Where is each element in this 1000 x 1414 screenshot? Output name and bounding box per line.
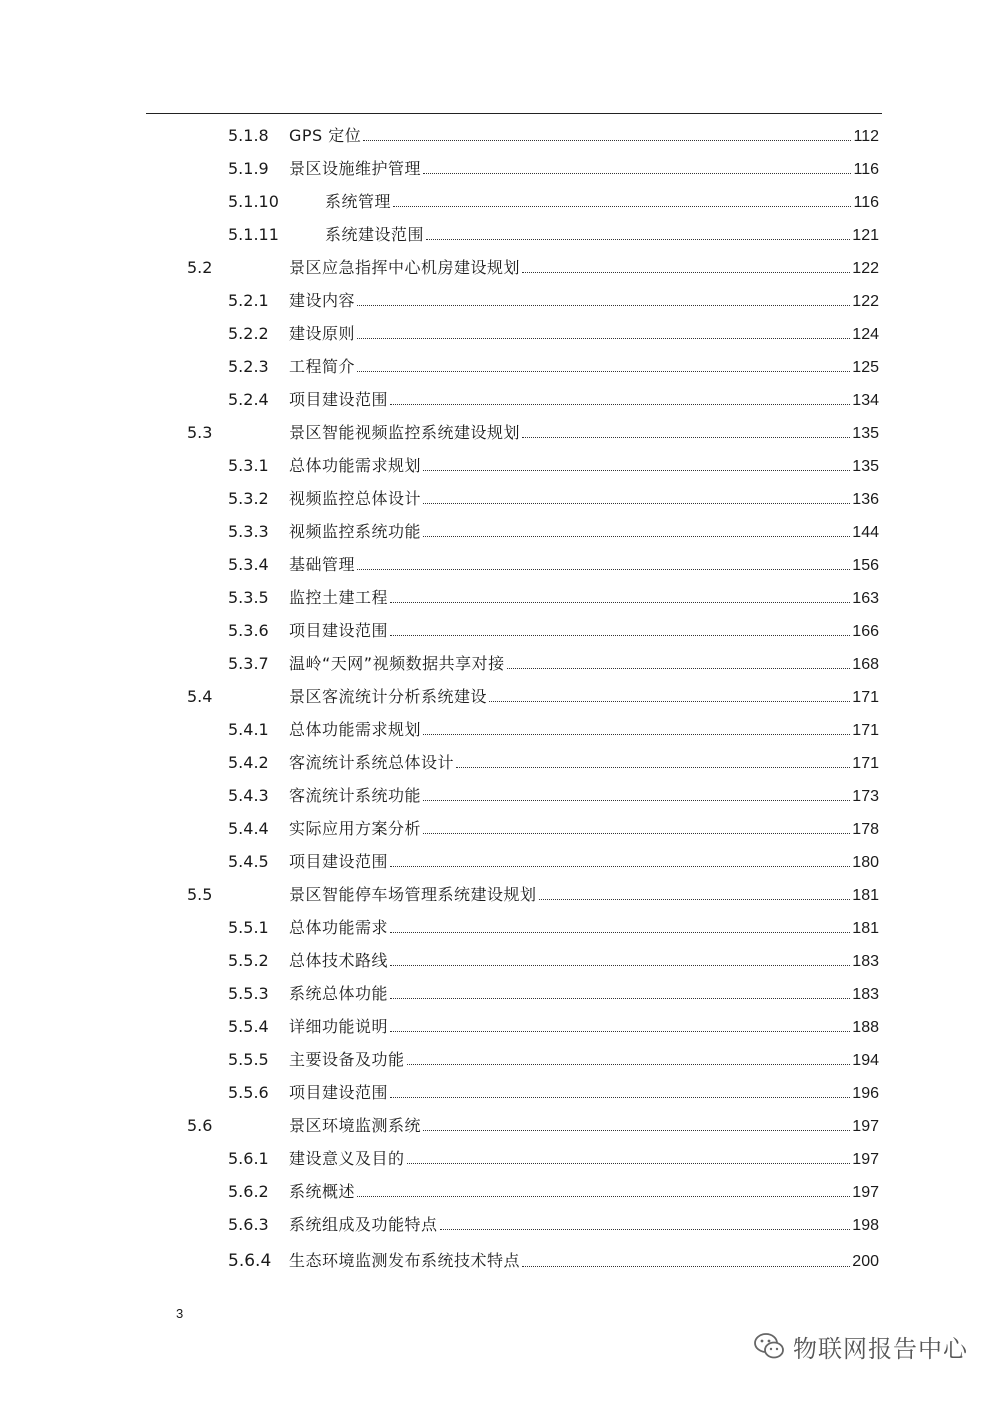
toc-section-number: 5.5.3: [228, 984, 269, 1003]
toc-title: 项目建设范围: [289, 852, 389, 871]
toc-section-number: 5.5: [187, 885, 213, 904]
toc-line: [289, 614, 879, 648]
toc-entry[interactable]: [0, 1208, 1000, 1241]
toc-dot-leader: [390, 1030, 850, 1032]
toc-section-number: 5.5.4: [228, 1017, 269, 1036]
toc-title: 基础管理: [289, 555, 356, 574]
toc-title: 景区环境监测系统: [289, 1116, 422, 1135]
toc-entry[interactable]: [0, 878, 1000, 911]
toc-page-number: 144: [852, 524, 879, 541]
toc-dot-leader: [423, 733, 850, 735]
toc-page-number: 200: [852, 1253, 879, 1270]
toc-page-number: 171: [852, 689, 879, 706]
toc-dot-leader: [423, 1129, 850, 1131]
toc-dot-leader: [390, 1096, 850, 1098]
toc-title: 系统总体功能: [289, 984, 389, 1003]
toc-section-number: 5.4.3: [228, 786, 269, 805]
wechat-icon: [753, 1332, 785, 1360]
toc-section-number: 5.2.3: [228, 357, 269, 376]
toc-page-number: 156: [852, 557, 879, 574]
toc-entry[interactable]: [0, 185, 1000, 218]
toc-page-number: 194: [852, 1052, 879, 1069]
toc-title: 建设内容: [289, 291, 356, 310]
toc-section-number: 5.6.1: [228, 1149, 269, 1168]
toc-page-number: 116: [853, 194, 879, 211]
toc-title: 视频监控系统功能: [289, 522, 422, 541]
toc-line: [289, 812, 879, 846]
toc-dot-leader: [390, 403, 850, 405]
toc-entry[interactable]: [0, 1076, 1000, 1109]
toc-section-number: 5.1.8: [228, 126, 269, 145]
toc-title: 生态环境监测发布系统技术特点: [289, 1251, 521, 1270]
toc-line: [325, 185, 879, 219]
toc-entry[interactable]: [0, 911, 1000, 944]
watermark-text: 物联网报告中心: [793, 1334, 968, 1363]
toc-entry[interactable]: [0, 680, 1000, 713]
toc-dot-leader: [390, 634, 850, 636]
toc-dot-leader: [390, 997, 850, 999]
toc-title: 总体功能需求规划: [289, 456, 422, 475]
toc-section-number: 5.5.5: [228, 1050, 269, 1069]
toc-dot-leader: [357, 304, 850, 306]
toc-line: [289, 680, 879, 714]
toc-title: 总体技术路线: [289, 951, 389, 970]
toc-line: [289, 119, 879, 153]
toc-title: 景区智能停车场管理系统建设规划: [289, 885, 537, 904]
toc-section-number: 5.3.7: [228, 654, 269, 673]
toc-title: 客流统计系统总体设计: [289, 753, 455, 772]
toc-entry[interactable]: [0, 845, 1000, 878]
toc-line: [289, 1175, 879, 1209]
toc-line: [289, 1043, 879, 1077]
toc-entry[interactable]: [0, 449, 1000, 482]
toc-entry[interactable]: [0, 944, 1000, 977]
toc-dot-leader: [522, 436, 850, 438]
toc-page-number: 178: [852, 821, 879, 838]
toc-title: 项目建设范围: [289, 621, 389, 640]
toc-section-number: 5.5.2: [228, 951, 269, 970]
toc-entry[interactable]: [0, 1043, 1000, 1076]
toc-page-number: 196: [852, 1085, 879, 1102]
toc-section-number: 5.3.5: [228, 588, 269, 607]
toc-entry[interactable]: [0, 1175, 1000, 1208]
toc-section-number: 5.6.2: [228, 1182, 269, 1201]
toc-line: [289, 482, 879, 516]
toc-dot-leader: [423, 535, 850, 537]
toc-dot-leader: [423, 502, 850, 504]
toc-title: 建设原则: [289, 324, 356, 343]
toc-dot-leader: [489, 700, 850, 702]
toc-title: 系统管理: [325, 192, 392, 211]
toc-dot-leader: [423, 832, 850, 834]
toc-page-number: 198: [852, 1217, 879, 1234]
toc-entry[interactable]: [0, 713, 1000, 746]
toc-section-number: 5.2.1: [228, 291, 269, 310]
toc-entry[interactable]: [0, 251, 1000, 284]
toc-section-number: 5.3.6: [228, 621, 269, 640]
toc-line: [289, 383, 879, 417]
toc-line: [289, 449, 879, 483]
toc-page-number: 168: [852, 656, 879, 673]
toc-page-number: 180: [852, 854, 879, 871]
toc-line: [289, 1076, 879, 1110]
toc-section-number: 5.5.1: [228, 918, 269, 937]
toc-dot-leader: [357, 370, 850, 372]
toc-section-number: 5.2.2: [228, 324, 269, 343]
toc-line: [289, 1109, 879, 1143]
toc-section-number: 5.4.4: [228, 819, 269, 838]
toc-line: [289, 944, 879, 978]
toc-line: [289, 911, 879, 945]
toc-page-number: 197: [852, 1184, 879, 1201]
toc-section-number: 5.3.3: [228, 522, 269, 541]
toc-dot-leader: [363, 139, 851, 141]
toc-line: [289, 746, 879, 780]
toc-page-number: 166: [852, 623, 879, 640]
toc-title: 工程简介: [289, 357, 356, 376]
toc-title: 主要设备及功能: [289, 1050, 405, 1069]
toc-entry[interactable]: [0, 614, 1000, 647]
toc-dot-leader: [423, 172, 851, 174]
toc-title: 景区设施维护管理: [289, 159, 422, 178]
toc-dot-leader: [507, 667, 851, 669]
toc-section-number: 5.2.4: [228, 390, 269, 409]
toc-entry[interactable]: [0, 581, 1000, 614]
toc-dot-leader: [390, 601, 850, 603]
toc-section-number: 5.3.2: [228, 489, 269, 508]
watermark: [753, 1326, 968, 1366]
toc-entry[interactable]: [0, 383, 1000, 416]
toc-title: GPS 定位: [289, 126, 362, 145]
toc-section-number: 5.4.1: [228, 720, 269, 739]
toc-dot-leader: [522, 1265, 850, 1267]
toc-title: 景区智能视频监控系统建设规划: [289, 423, 521, 442]
toc-line: [289, 515, 879, 549]
toc-entry[interactable]: [0, 779, 1000, 812]
toc-entry[interactable]: [0, 416, 1000, 449]
toc-line: [289, 647, 879, 681]
toc-section-number: 5.5.6: [228, 1083, 269, 1102]
toc-line: [289, 350, 879, 384]
toc-page-number: 136: [852, 491, 879, 508]
toc-section-number: 5.2: [187, 258, 213, 277]
toc-dot-leader: [390, 964, 850, 966]
toc-page-number: 125: [852, 359, 879, 376]
toc-dot-leader: [407, 1063, 851, 1065]
toc-dot-leader: [522, 271, 850, 273]
header-rule: [146, 113, 882, 114]
toc-section-number: 5.4.2: [228, 753, 269, 772]
toc-section-number: 5.1.11: [228, 225, 279, 244]
toc-dot-leader: [423, 469, 850, 471]
toc-section-number: 5.3.1: [228, 456, 269, 475]
toc-title: 系统组成及功能特点: [289, 1215, 438, 1234]
toc-section-number: 5.1.9: [228, 159, 269, 178]
toc-page-number: 183: [852, 953, 879, 970]
toc-line: [289, 779, 879, 813]
toc-page-number: 171: [852, 755, 879, 772]
toc-line: [289, 152, 879, 186]
toc-dot-leader: [393, 205, 851, 207]
toc-line: [325, 218, 879, 252]
toc-page-number: 121: [852, 227, 879, 244]
toc-title: 建设意义及目的: [289, 1149, 405, 1168]
toc-line: [289, 251, 879, 285]
toc-page-number: 173: [852, 788, 879, 805]
toc-line: [289, 1208, 879, 1242]
toc-title: 景区应急指挥中心机房建设规划: [289, 258, 521, 277]
toc-entry[interactable]: [0, 1142, 1000, 1175]
toc-line: [289, 713, 879, 747]
toc-page-number: 135: [852, 425, 879, 442]
toc-dot-leader: [539, 898, 851, 900]
toc-title: 详细功能说明: [289, 1017, 389, 1036]
toc-line: [289, 1010, 879, 1044]
toc-title: 系统概述: [289, 1182, 356, 1201]
toc-section-number: 5.6.3: [228, 1215, 269, 1234]
toc-dot-leader: [357, 1195, 850, 1197]
toc-entry[interactable]: [0, 350, 1000, 383]
toc-line: [289, 1142, 879, 1176]
toc-entry[interactable]: [0, 119, 1000, 152]
toc-entry[interactable]: [0, 482, 1000, 515]
toc-page-number: 188: [852, 1019, 879, 1036]
toc-title: 监控土建工程: [289, 588, 389, 607]
toc-entry[interactable]: [0, 977, 1000, 1010]
toc-section-number: 5.4.5: [228, 852, 269, 871]
toc-page-number: 122: [852, 293, 879, 310]
toc-line: [289, 878, 879, 912]
toc-dot-leader: [440, 1228, 851, 1230]
toc-title: 客流统计系统功能: [289, 786, 422, 805]
toc-entry[interactable]: [0, 1010, 1000, 1043]
toc-dot-leader: [357, 568, 850, 570]
toc-entry[interactable]: [0, 1241, 1000, 1281]
toc-line: [289, 977, 879, 1011]
toc-page-number: 197: [852, 1151, 879, 1168]
toc-section-number: 5.3.4: [228, 555, 269, 574]
toc-entry[interactable]: [0, 152, 1000, 185]
table-of-contents: [0, 119, 1000, 1281]
toc-page-number: 181: [852, 920, 879, 937]
toc-page-number: 183: [852, 986, 879, 1003]
toc-page-number: 124: [852, 326, 879, 343]
toc-entry[interactable]: [0, 1109, 1000, 1142]
toc-entry[interactable]: [0, 284, 1000, 317]
toc-page-number: 122: [852, 260, 879, 277]
toc-line: [289, 1241, 879, 1282]
toc-title: 总体功能需求: [289, 918, 389, 937]
toc-section-number: 5.1.10: [228, 192, 279, 211]
toc-page-number: 171: [852, 722, 879, 739]
toc-entry[interactable]: [0, 746, 1000, 779]
toc-section-number: 5.3: [187, 423, 213, 442]
toc-title: 系统建设范围: [325, 225, 425, 244]
toc-page-number: 112: [853, 128, 879, 145]
toc-entry[interactable]: [0, 317, 1000, 350]
toc-section-number: 5.6: [187, 1116, 213, 1135]
toc-line: [289, 548, 879, 582]
toc-dot-leader: [407, 1162, 851, 1164]
toc-page-number: 116: [853, 161, 879, 178]
toc-page-number: 197: [852, 1118, 879, 1135]
page-number: 3: [176, 1306, 184, 1321]
toc-entry[interactable]: [0, 515, 1000, 548]
toc-dot-leader: [423, 799, 850, 801]
toc-title: 总体功能需求规划: [289, 720, 422, 739]
toc-title: 项目建设范围: [289, 1083, 389, 1102]
toc-dot-leader: [426, 238, 850, 240]
toc-dot-leader: [390, 931, 850, 933]
toc-line: [289, 845, 879, 879]
toc-entry[interactable]: [0, 812, 1000, 845]
toc-line: [289, 317, 879, 351]
toc-page-number: 181: [852, 887, 879, 904]
toc-title: 项目建设范围: [289, 390, 389, 409]
toc-dot-leader: [357, 337, 850, 339]
toc-section-number: 5.6.4: [228, 1251, 272, 1271]
toc-page-number: 135: [852, 458, 879, 475]
toc-entry[interactable]: [0, 548, 1000, 581]
toc-title: 视频监控总体设计: [289, 489, 422, 508]
toc-line: [289, 284, 879, 318]
toc-entry[interactable]: [0, 218, 1000, 251]
toc-dot-leader: [456, 766, 850, 768]
toc-title: 温岭“天网”视频数据共享对接: [289, 654, 505, 673]
toc-page-number: 163: [852, 590, 879, 607]
toc-title: 实际应用方案分析: [289, 819, 422, 838]
toc-line: [289, 416, 879, 450]
toc-dot-leader: [390, 865, 850, 867]
toc-section-number: 5.4: [187, 687, 213, 706]
toc-page-number: 134: [852, 392, 879, 409]
toc-title: 景区客流统计分析系统建设: [289, 687, 488, 706]
toc-entry[interactable]: [0, 647, 1000, 680]
toc-line: [289, 581, 879, 615]
